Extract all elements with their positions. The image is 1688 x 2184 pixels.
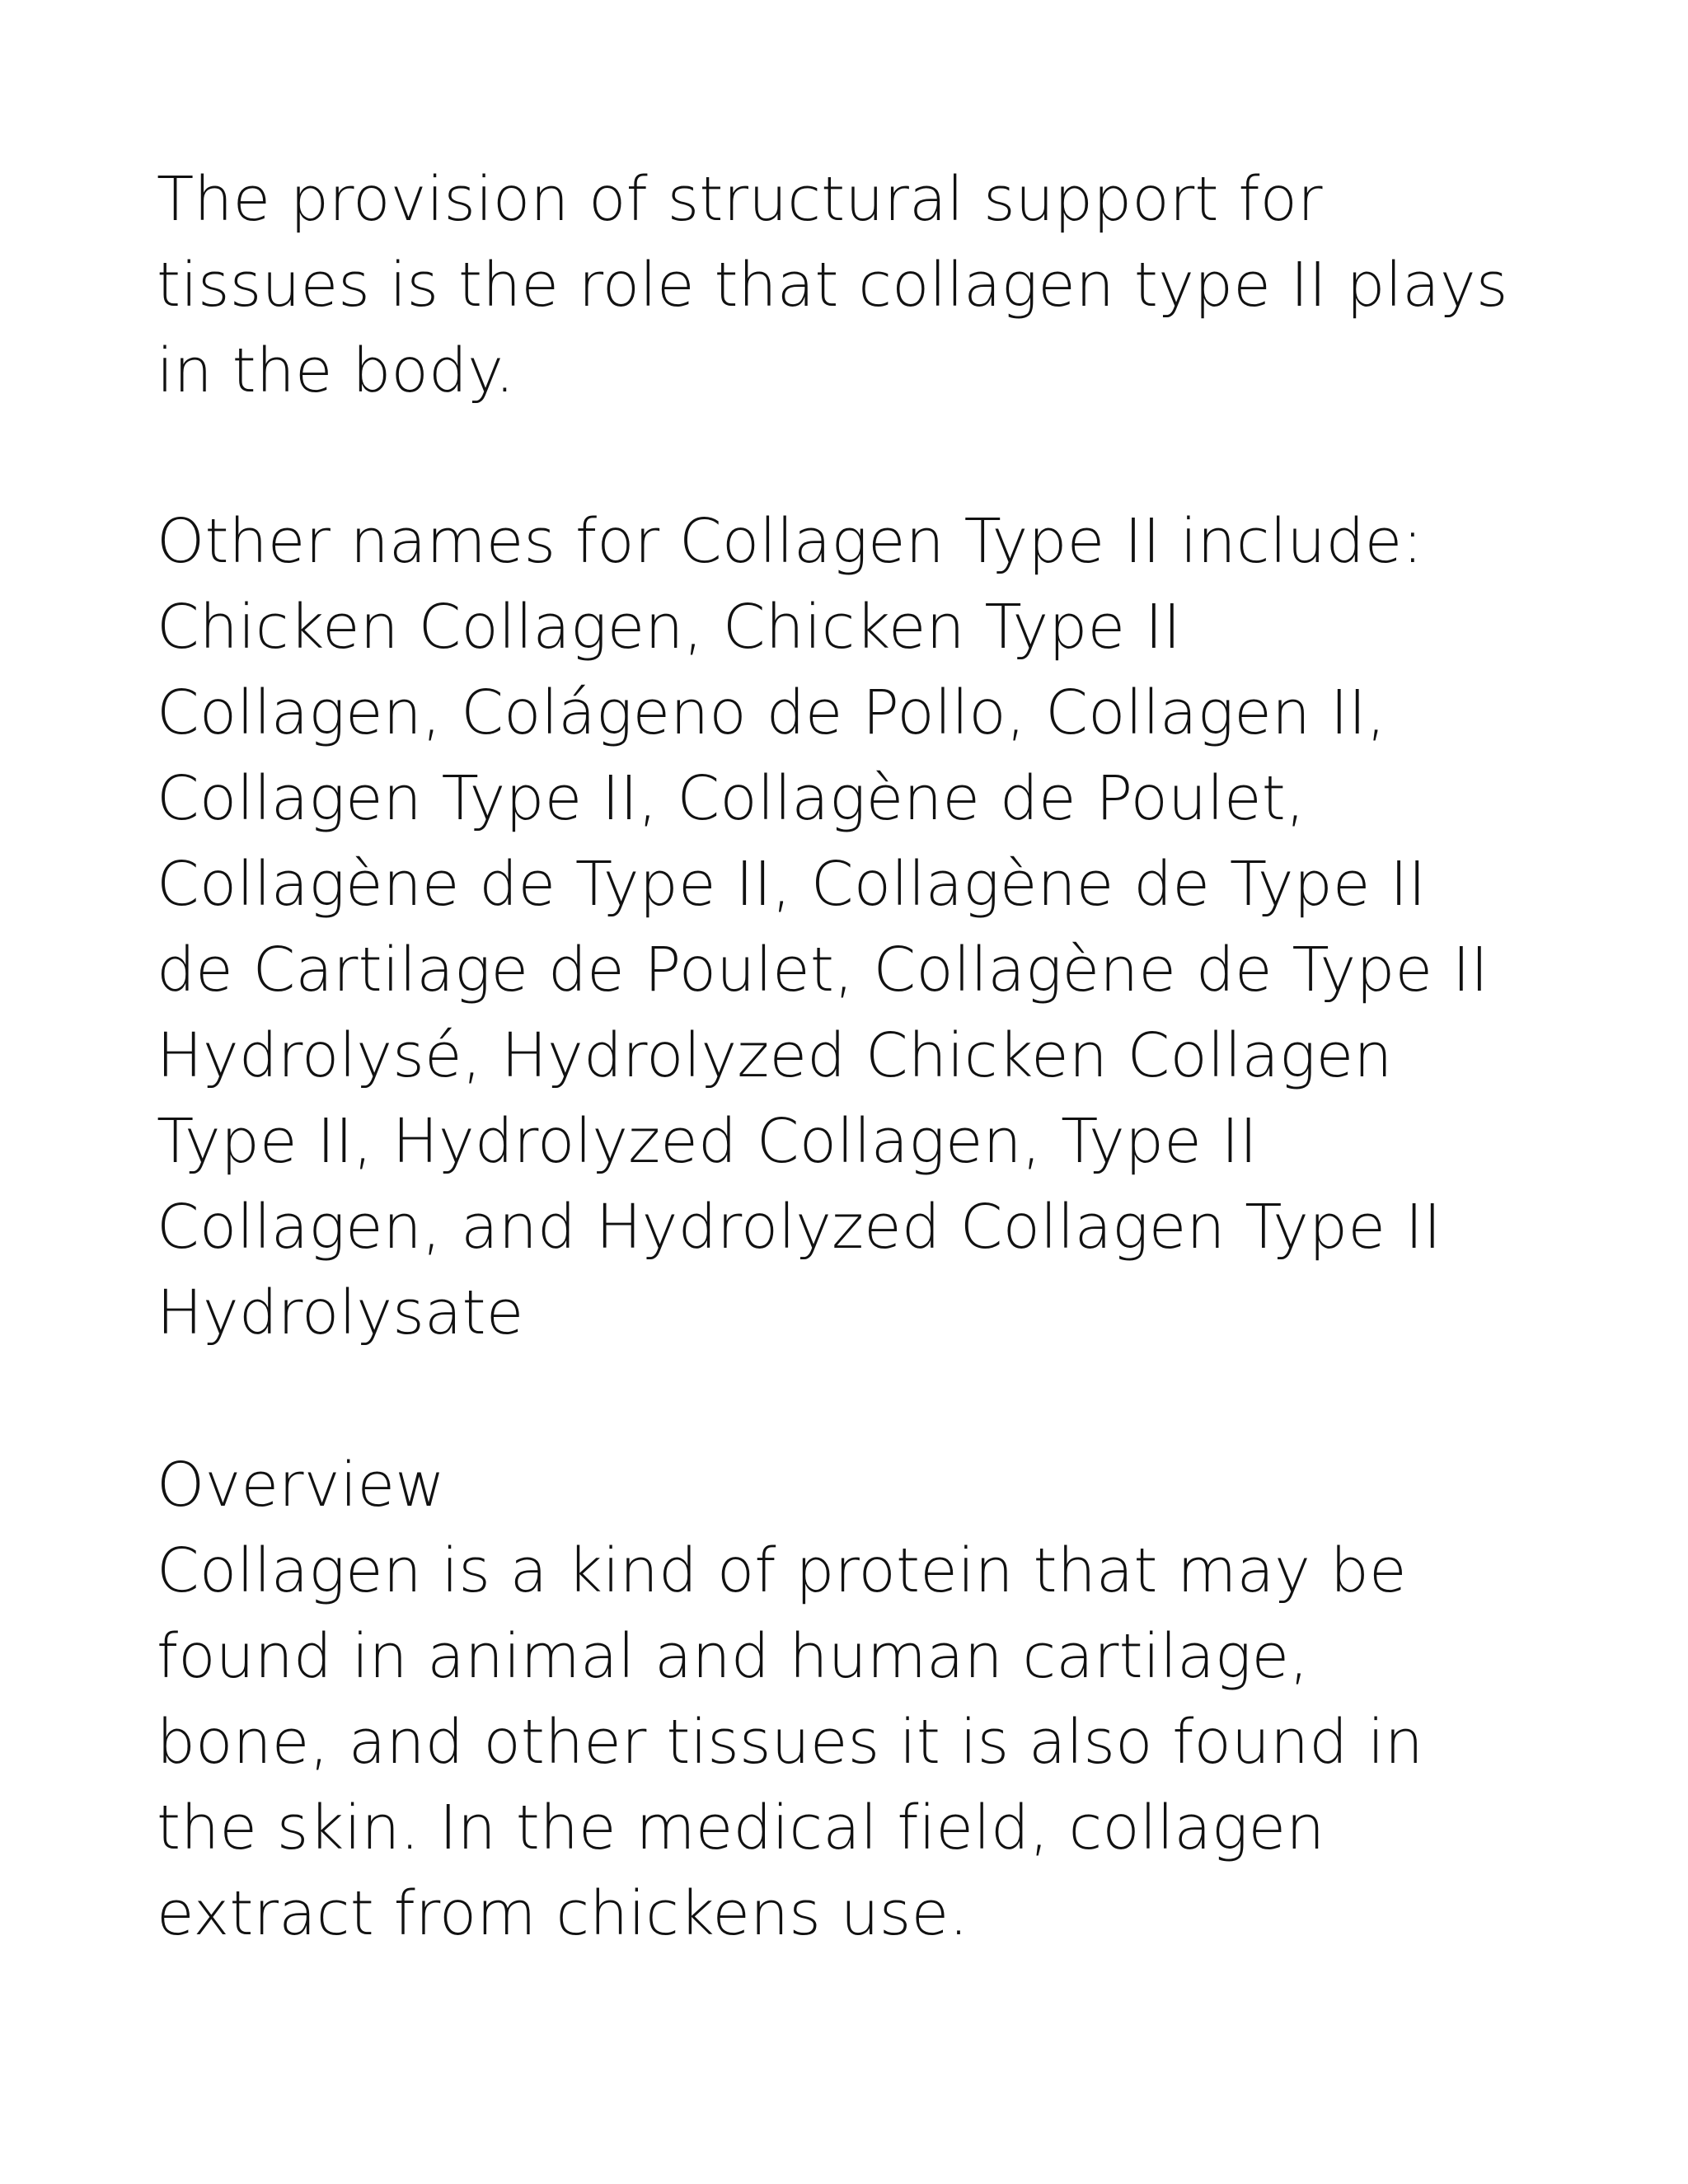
intro-line: tissues is the role that collagen type II plays <box>157 250 1508 321</box>
other-names-paragraph <box>157 499 1558 1356</box>
overview-line: extract from chickens use. <box>157 1878 969 1949</box>
other-names-line: Collagène de Type II, Collagène de Type II <box>157 849 1427 920</box>
other-names-line: Hydrolysate <box>157 1277 524 1348</box>
other-names-line: Type II, Hydrolyzed Collagen, Type II <box>157 1106 1258 1177</box>
intro-line: in the body. <box>157 335 515 406</box>
other-names-line: Chicken Collagen, Chicken Type II <box>157 592 1181 663</box>
other-names-line: de Cartilage de Poulet, Collagène de Type II <box>157 935 1489 1005</box>
other-names-line: Collagen Type II, Collagène de Poulet, <box>157 763 1306 834</box>
overview-section <box>157 1442 1558 1957</box>
overview-line: found in animal and human cartilage, <box>157 1621 1309 1692</box>
other-names-line: Other names for Collagen Type II include: <box>157 506 1423 577</box>
other-names-line: Hydrolysé, Hydrolyzed Chicken Collagen <box>157 1020 1393 1091</box>
overview-heading: Overview <box>157 1450 445 1521</box>
overview-line: Collagen is a kind of protein that may be <box>157 1535 1407 1606</box>
overview-line: the skin. In the medical field, collagen <box>157 1793 1325 1863</box>
intro-line: The provision of structural support for <box>157 164 1323 235</box>
other-names-line: Collagen, Colágeno de Pollo, Collagen II, <box>157 677 1386 748</box>
other-names-line: Collagen, and Hydrolyzed Collagen Type II <box>157 1192 1442 1263</box>
overview-line: bone, and other tissues it is also found in <box>157 1707 1423 1778</box>
intro-paragraph <box>157 157 1558 414</box>
